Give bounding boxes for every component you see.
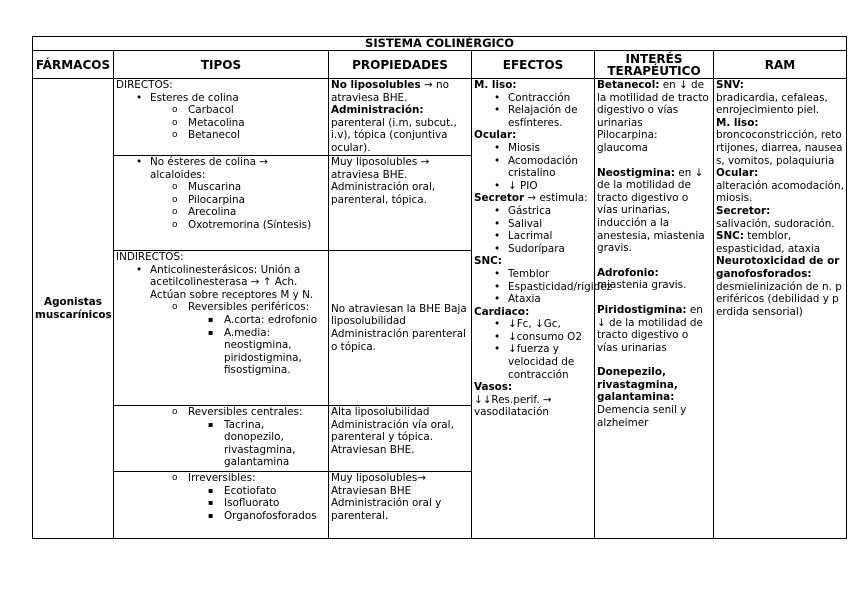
interes-cell xyxy=(595,79,714,539)
list-item: • Espasticidad/rigidez xyxy=(474,281,592,294)
header-efectos: EFECTOS xyxy=(472,51,595,79)
list-item: • Relajación de esfínteres. xyxy=(474,104,592,129)
list-item: o Oxotremorina (Síntesis) xyxy=(116,219,326,232)
irreversibles-list xyxy=(116,472,326,522)
efectos-ocular-label: Ocular: xyxy=(474,129,517,142)
propiedades-2: Muy liposolubles → atraviesa BHE. Administración oral, parenteral, tópica. xyxy=(329,156,472,251)
list-item: o Metacolina xyxy=(116,117,326,130)
prop1-admin-text: parenteral (i.m, subcut., i.v), tópica (conjuntiva ocular). xyxy=(331,116,457,154)
adrofonio-text: miastenia gravis. xyxy=(597,279,687,292)
irreversibles-label: o Irreversibles: xyxy=(116,472,326,485)
prop1-bold: No liposolubles xyxy=(331,79,421,91)
tipos-irreversibles xyxy=(114,472,329,539)
efectos-snc-label: SNC: xyxy=(474,255,502,268)
list-item: • ↓consumo O2 xyxy=(474,331,592,344)
tipos-reversibles-centrales xyxy=(114,406,329,472)
list-item: • Acomodación cristalino xyxy=(474,155,592,180)
ram-cell xyxy=(714,79,847,539)
list-item: • Gástrica xyxy=(474,205,592,218)
pilocarpina-text: Pilocarpina: glaucoma xyxy=(597,129,658,154)
list-item: • Miosis xyxy=(474,142,592,155)
header-ram: RAM xyxy=(714,51,847,79)
no-esteres-list xyxy=(116,156,326,232)
efectos-secretor-label: Secretor xyxy=(474,192,525,205)
ram-secretor-label: Secretor: xyxy=(716,204,771,217)
indirectos-list xyxy=(116,264,326,377)
efectos-vasos-text: ↓↓Res.perif. → vasodilatación xyxy=(474,393,552,419)
list-item: • Ataxia xyxy=(474,293,592,306)
efectos-secretor-list xyxy=(474,205,592,255)
list-item: o Arecolina xyxy=(116,206,326,219)
ram-snv-text: bradicardia, cefaleas, enrojecimiento piel. xyxy=(716,91,828,117)
ram-neuro-label: Neurotoxicidad de organofosforados: xyxy=(716,255,840,280)
efectos-cardiaco-list xyxy=(474,318,592,381)
ram-mliso-text: broncoconstricción, retortijones, diarrea, nauseas, vomitos, polaquiuria xyxy=(716,129,843,167)
efectos-vasos-label: Vasos: xyxy=(474,381,513,394)
header-farmacos: FÁRMACOS xyxy=(33,51,114,79)
list-item: ▪ Ecotiofato xyxy=(116,485,326,498)
list-item: ▪ Isofluorato xyxy=(116,497,326,510)
tipos-no-esteres xyxy=(114,156,329,251)
list-item: ▪ Tacrina, donopezilo, rivastagmina, galantamina xyxy=(116,419,326,469)
header-propiedades: PROPIEDADES xyxy=(329,51,472,79)
ram-snv-label: SNV: xyxy=(716,79,744,91)
list-item: ▪ Organofosforados xyxy=(116,510,326,523)
neostigmina-label: Neostigmina: xyxy=(597,166,675,179)
header-interes: INTERÉS TERAPÉUTICO xyxy=(595,51,714,79)
list-item: ▪ A.corta: edrofonio xyxy=(116,314,326,327)
list-item: o Carbacol xyxy=(116,104,326,117)
list-item: • Temblor xyxy=(474,268,592,281)
tipos-indirectos xyxy=(114,251,329,406)
esteres-list xyxy=(116,92,326,142)
ram-snc-label: SNC: xyxy=(716,230,744,243)
no-esteres-label: • No ésteres de colina → alcaloides: xyxy=(116,156,326,181)
piridostigmina-label: Piridostigmina: xyxy=(597,303,687,316)
list-item: • Contracción xyxy=(474,92,592,105)
reversibles-centrales-label: o Reversibles centrales: xyxy=(116,406,326,419)
propiedades-4: Alta liposolubilidad Administración vía oral, parenteral y tópica. Atraviesan BHE. xyxy=(329,406,472,472)
esteres-label: • Esteres de colina xyxy=(116,92,326,105)
reversibles-centrales-list xyxy=(116,406,326,469)
row-label: Agonistas muscarínicos xyxy=(33,79,114,539)
efectos-mliso-list xyxy=(474,92,592,130)
prop1-admin-bold: Administración: xyxy=(331,104,424,117)
propiedades-1 xyxy=(329,79,472,156)
efectos-snc-list xyxy=(474,267,613,306)
list-item: ▪ A.media: neostigmina, piridostigmina, fisostigmina. xyxy=(116,327,326,377)
cholinergic-table xyxy=(32,36,847,539)
ram-snc-text: temblor, espasticidad, ataxia xyxy=(716,230,821,255)
header-tipos: TIPOS xyxy=(114,51,329,79)
betanecol-label: Betanecol: xyxy=(597,79,660,91)
betanecol-text: en ↓ de la motilidad de tracto digestivo o vías urinarias xyxy=(597,79,709,129)
list-item: o Muscarina xyxy=(116,181,326,194)
tipos-directos-esteres xyxy=(114,79,329,156)
ram-secretor-text: salivación, sudoración. xyxy=(716,217,835,230)
ram-ocular-text: alteración acomodación, miosis. xyxy=(716,179,844,205)
list-item: o Betanecol xyxy=(116,129,326,142)
piridostigmina-text: en ↓ de la motilidad de tracto digestivo o vías urinarias xyxy=(597,303,703,354)
list-item: • Lacrimal xyxy=(474,230,592,243)
list-item: • ↓ PIO xyxy=(474,180,592,193)
neostigmina-text: en ↓ de la motilidad de tracto digestivo o vías urinarias, inducción a la anestesia, miastenia gravis. xyxy=(597,166,705,255)
efectos-secretor-text: → estimula: xyxy=(524,192,588,205)
anticolinesterasicos-text: • Anticolinesterásicos: Unión a acetilcolinesterasa → ↑ Ach. Actúan sobre receptores M y N. xyxy=(116,264,326,302)
table-title: SISTEMA COLINÉRGICO xyxy=(33,37,847,51)
efectos-cardiaco-label: Cardiaco: xyxy=(474,305,530,318)
efectos-ocular-list xyxy=(474,142,592,192)
indirectos-label: INDIRECTOS: xyxy=(116,251,184,263)
propiedades-3: No atraviesan la BHE Baja liposolubilidad Administración parenteral o tópica. xyxy=(329,251,472,406)
directos-label: DIRECTOS: xyxy=(116,79,173,91)
donepezilo-text: Demencia senil y alzheimer xyxy=(597,404,687,429)
list-item: • Salival xyxy=(474,218,592,231)
list-item: o Pilocarpina xyxy=(116,194,326,207)
adrofonio-label: Adrofonio: xyxy=(597,266,659,279)
list-item: • Sudorípara xyxy=(474,243,592,256)
propiedades-5: Muy liposolubles→ Atraviesan BHE Administración oral y parenteral. xyxy=(329,472,472,539)
reversibles-perifericos-label: o Reversibles periféricos: xyxy=(116,301,326,314)
ram-neuro-text: desmielinización de n. periféricos (debilidad y perdida sensorial) xyxy=(716,280,842,318)
donepezilo-label: Donepezilo, rivastagmina, galantamina: xyxy=(597,366,678,404)
document-page xyxy=(32,36,846,539)
efectos-cell xyxy=(472,79,613,539)
list-item: • ↓fuerza y velocidad de contracción xyxy=(474,343,592,381)
list-item: • ↓Fc, ↓Gc, xyxy=(474,318,592,331)
ram-mliso-label: M. liso: xyxy=(716,116,759,129)
efectos-mliso-label: M. liso: xyxy=(474,79,517,91)
ram-ocular-label: Ocular: xyxy=(716,167,759,180)
prop1-text: → no atraviesa BHE. xyxy=(331,79,449,104)
